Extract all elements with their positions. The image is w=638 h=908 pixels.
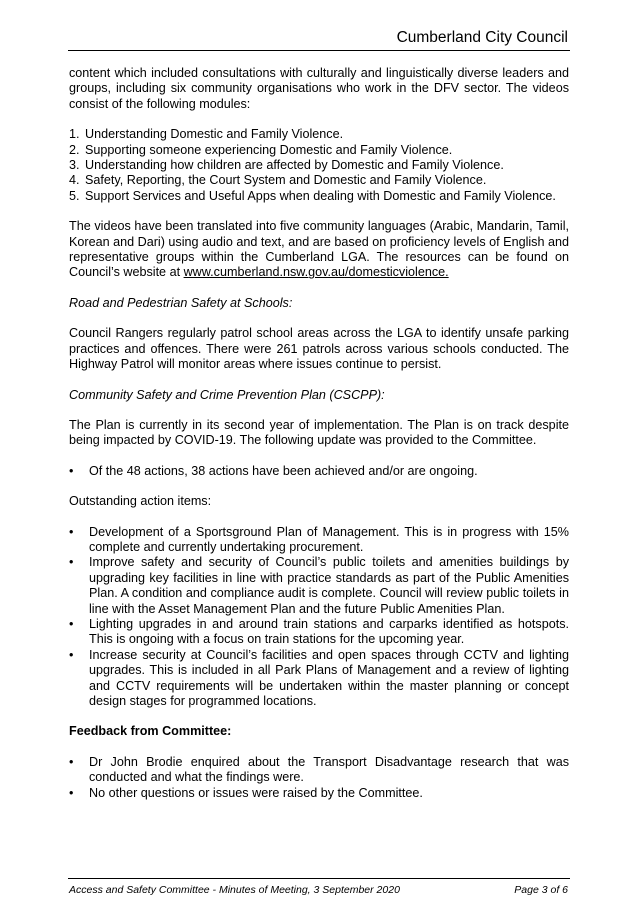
list-item xyxy=(69,648,569,710)
module-text: Understanding how children are affected by Domestic and Family Violence. xyxy=(85,158,504,173)
outstanding-items-list xyxy=(69,525,569,710)
module-item xyxy=(69,143,569,158)
intro-paragraph: content which included consultations with culturally and linguistically diverse leaders and groups, including six community organisations who work in the DFV sector. The videos consist of the following modules: xyxy=(69,66,569,111)
list-item-text: Dr John Brodie enquired about the Transport Disadvantage research that was conducted and what the findings were. xyxy=(89,754,569,785)
cscpp-paragraph: The Plan is currently in its second year of implementation. The Plan is on track despite being impacted by COVID-19. The following update was provided to the Committee. xyxy=(69,417,569,448)
module-item xyxy=(69,127,569,142)
bullet-icon: • xyxy=(69,555,74,570)
list-item-text: Of the 48 actions, 38 actions have been achieved and/or are ongoing. xyxy=(89,463,478,478)
road-safety-paragraph: Council Rangers regularly patrol school areas across the LGA to identify unsafe parking practices and offences. There were 261 patrols across various schools conducted. The Highway Patrol will monitor areas where issues continue to persist. xyxy=(69,326,569,372)
list-item xyxy=(69,786,569,801)
header-council-name: Cumberland City Council xyxy=(396,29,568,46)
module-item xyxy=(69,173,569,188)
list-item-text: Improve safety and security of Council’s public toilets and amenities buildings by upgrading key facilities in line with practice standards as part of the Public Amenities Plan. A condition and compliance audit is complete. Council will review public toilets in line with the Asset Management Plan and the future Public Amenities Plan. xyxy=(89,555,569,616)
module-number: 3. xyxy=(69,158,80,173)
module-number: 5. xyxy=(69,188,80,203)
footer-meeting-title: Access and Safety Committee - Minutes of Meeting, 3 September 2020 xyxy=(69,884,400,896)
header-divider xyxy=(68,50,570,51)
module-text: Supporting someone experiencing Domestic and Family Violence. xyxy=(85,142,453,157)
list-item xyxy=(69,464,569,479)
bullet-icon: • xyxy=(69,616,74,631)
page-content xyxy=(69,66,569,816)
list-item-text: Lighting upgrades in and around train stations and carparks identified as hotspots. This is ongoing with a focus on train stations for the upcoming year. xyxy=(89,616,569,647)
cscpp-actions-list xyxy=(69,464,569,479)
module-item xyxy=(69,158,569,173)
module-number: 1. xyxy=(69,127,80,142)
translation-paragraph xyxy=(69,219,569,281)
module-number: 2. xyxy=(69,142,80,157)
module-text: Understanding Domestic and Family Violence. xyxy=(85,127,344,142)
modules-list xyxy=(69,127,569,204)
list-item xyxy=(69,555,569,617)
list-item xyxy=(69,617,569,648)
feedback-heading: Feedback from Committee: xyxy=(69,724,232,739)
bullet-icon: • xyxy=(69,463,74,478)
feedback-list xyxy=(69,755,569,801)
list-item xyxy=(69,525,569,556)
bullet-icon: • xyxy=(69,647,74,662)
list-item-text: Development of a Sportsground Plan of Management. This is in progress with 15% complete and currently undertaking procurement. xyxy=(89,524,569,554)
cscpp-heading: Community Safety and Crime Prevention Plan (CSCPP): xyxy=(69,387,385,402)
list-item xyxy=(69,755,569,786)
footer-divider xyxy=(68,878,570,879)
list-item-text: No other questions or issues were raised by the Committee. xyxy=(89,785,423,800)
translation-text: The videos have been translated into five community languages (Arabic, Mandarin, Tamil, Korean and Dari) using audio and text, and are based on proficiency levels of English and representative groups within the Cumberland LGA. The resources can be found on Council’s website at xyxy=(69,219,569,280)
road-safety-heading: Road and Pedestrian Safety at Schools: xyxy=(69,295,293,310)
footer-page-number: Page 3 of 6 xyxy=(514,884,568,896)
council-website-link[interactable]: www.cumberland.nsw.gov.au/domesticviolence. xyxy=(183,265,449,280)
list-item-text: Increase security at Council’s facilities and open spaces through CCTV and lighting upgrades. This is included in all Park Plans of Management and a review of lighting and CCTV requirements will be undertaken within the master planning or concept design stages for programmed locations. xyxy=(89,647,569,708)
module-text: Safety, Reporting, the Court System and Domestic and Family Violence. xyxy=(85,173,487,188)
bullet-icon: • xyxy=(69,754,74,769)
outstanding-label: Outstanding action items: xyxy=(69,494,212,509)
module-item xyxy=(69,189,569,204)
bullet-icon: • xyxy=(69,524,74,539)
bullet-icon: • xyxy=(69,785,74,800)
module-text: Support Services and Useful Apps when dealing with Domestic and Family Violence. xyxy=(85,188,556,203)
module-number: 4. xyxy=(69,173,80,188)
